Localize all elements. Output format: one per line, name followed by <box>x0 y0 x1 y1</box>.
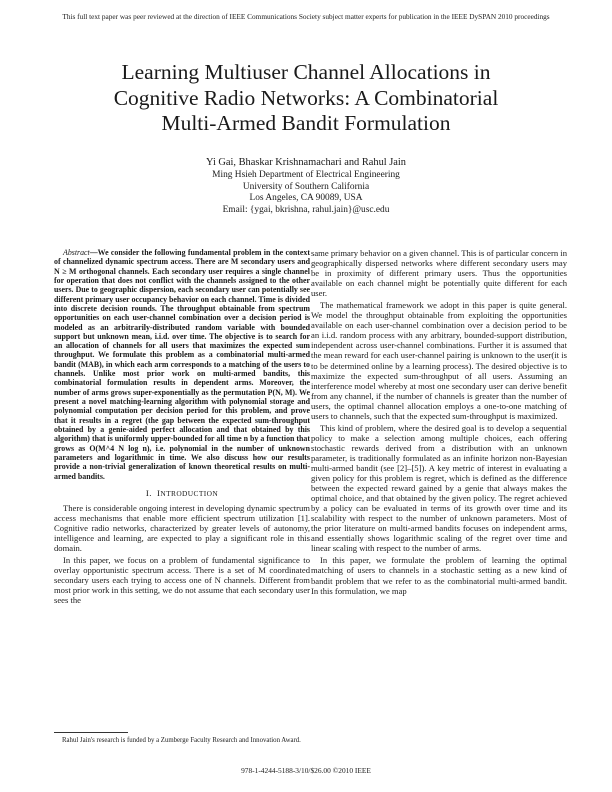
paper-title <box>40 60 572 137</box>
body-paragraph: The mathematical framework we adopt in this paper is quite general. We model the throughput obtainable from exploiting the opportunities available on each user-channel combination over a decision period to be an i.i.d. random process with any arbitrary, bounded-support distribution, independent across user-channel combinations. Further it is assumed that the mean reward for each user-channel pairing is unknown to the user(it is to be determined online by a learning process). The desired objective is to maximize the expected sum-throughput of all users. Assuming an interference model whereby at most one secondary user can derive benefit from any channel, if the number of channels is greater than the number of users, the optimal channel allocation employs a one-to-one matching of users to channels, such that the expected sum-throughput is maximized. <box>311 300 567 421</box>
title-line: Multi-Armed Bandit Formulation <box>161 111 451 135</box>
footnote: Rahul Jain's research is funded by a Zumberge Faculty Research and Innovation Award. <box>62 737 301 744</box>
footnote-divider <box>54 732 128 733</box>
section-heading-introduction <box>54 488 310 498</box>
affiliation-dept: Ming Hsieh Department of Electrical Engineering <box>212 170 400 180</box>
title-line: Learning Multiuser Channel Allocations in <box>121 60 491 84</box>
right-column <box>311 248 567 598</box>
section-numeral: I. <box>145 487 152 498</box>
body-paragraph: same primary behavior on a given channel. This is of particular concern in geographically dispersed networks where different secondary users may be in proximity of different primary users. Thus the opportunities available on each channel might be potentially quite different for each user. <box>311 248 567 299</box>
left-column <box>54 248 310 607</box>
affiliation-email: Email: {ygai, bkrishna, rahul.jain}@usc.edu <box>222 204 390 215</box>
title-line: Cognitive Radio Networks: A Combinatorial <box>113 85 499 110</box>
section-initial: I <box>157 487 161 498</box>
authors: Yi Gai, Bhaskar Krishnamachari and Rahul Jain <box>206 157 406 168</box>
body-paragraph: This kind of problem, where the desired goal is to develop a sequential policy to make a selection among multiple choices, each offering stochastic rewards derived from a distribution with an unknown parameter, is traditionally formulated as an infinite horizon non-Bayesian multi-armed bandit (see [2]–[5]). A key metric of interest in evaluating a given policy for this problem is regret, which is defined as the difference between the expected reward gained by a genie that always makes the optimal choice, and that obtained by the given policy. The regret achieved by a policy can be evaluated in terms of its growth over time and its scalability with respect to the number of unknown parameters. Most of the prior literature on multi-armed bandits focuses on independent arms, and essentially shows logarithmic scaling of the regret over time and linear scaling with respect to the number of arms. <box>311 422 567 554</box>
intro-paragraph: There is considerable ongoing interest in developing dynamic spectrum access mechanisms that enable more efficient spectrum utilization [1]. Cognitive radio networks, characterized by greater levels of autonomy, intelligence and learning, are expected to play a significant role in this domain. <box>54 502 310 553</box>
affiliation-university: University of Southern California <box>242 181 370 192</box>
abstract <box>54 248 310 481</box>
affiliation <box>0 170 612 216</box>
body-paragraph: In this paper, we formulate the problem of learning the optimal matching of users to channels in a stochastic setting as a new kind of bandit problem that we refer to as the combinatorial multi-armed bandit. In this formulation, we map <box>311 555 567 596</box>
copyright-footer: 978-1-4244-5188-3/10/$26.00 ©2010 IEEE <box>241 766 371 775</box>
intro-paragraph: In this paper, we focus on a problem of fundamental significance to overlay opportunistic spectrum access. There is a set of M coordinated secondary users each trying to access one of N channels. Different from most prior work in this setting, we do not assume that each secondary user sees the <box>54 555 310 606</box>
section-title-rest: NTRODUCTION <box>160 488 219 498</box>
abstract-lead: Abstract <box>63 248 90 257</box>
affiliation-city: Los Angeles, CA 90089, USA <box>249 193 363 204</box>
header-note: This full text paper was peer reviewed at the direction of IEEE Communications Society subject matter experts for publication in the IEEE DySPAN 2010 proceedings <box>62 12 550 21</box>
abstract-text: —We consider the following fundamental problem in the context of channelized dynamic spectrum access. There are M secondary users and N ≥ M orthogonal channels. Each secondary user requires a single channel for operation that does not conflict with the channels assigned to the other users. Due to geographic dispersion, each secondary user can potentially see different primary user occupancy behavior on each channel. Time is divided into discrete decision rounds. The throughput obtainable from spectrum opportunities on each user-channel combination over a decision period is modeled as an arbitrarily-distributed random variable with bounded support but unknown mean, i.i.d. over time. The objective is to search for an allocation of channels for all users that maximizes the expected sum throughput. We formulate this problem as a combinatorial multi-armed bandit (MAB), in which each arm corresponds to a matching of the users to channels. Unlike most prior work on multi-armed bandits, this combinatorial formulation results in dependent arms. Moreover, the number of arms grows super-exponentially as the permutation P(N, M). We present a novel matching-learning algorithm with polynomial storage and polynomial computation per decision period for this problem, and prove that it results in a regret (the gap between the expected sum-throughput obtained by a genie-aided perfect allocation and that obtained by this algorithm) that is uniformly upper-bounded for all time n by a function that grows as O(M^4 N log n), i.e. polynomial in the number of unknown parameters and logarithmic in time. We also discuss how our results provide a non-trivial generalization of known theoretical results on multi-armed bandits. <box>54 248 310 481</box>
